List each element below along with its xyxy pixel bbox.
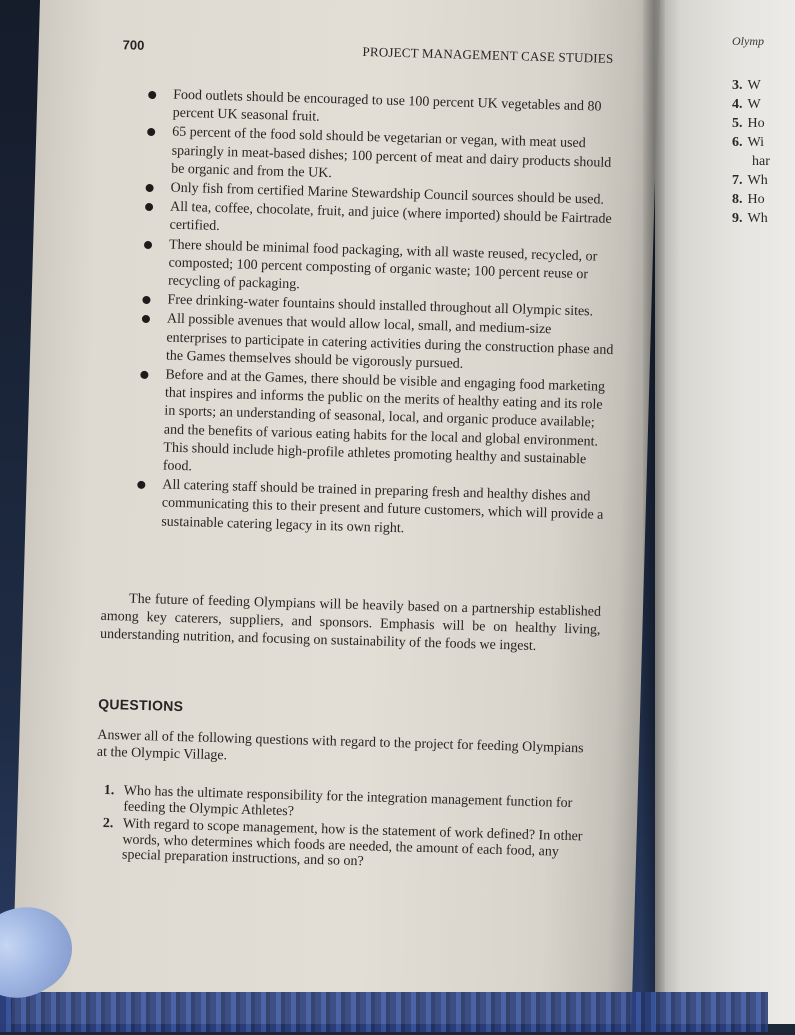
list-item-text: Free drinking-water fountains should installed throughout all Olympic sites.	[167, 292, 594, 320]
list-item-text: There should be minimal food packaging, with all waste reused, recycled, or composted; 100 percent composting of organic waste; 100 percent reuse or recycling of packaging.	[167, 237, 598, 293]
right-question-text: W	[747, 78, 761, 93]
bullet-icon	[148, 91, 156, 99]
bullet-icon	[145, 203, 153, 211]
right-question-item	[732, 152, 770, 171]
right-question-number: 4.	[732, 97, 743, 112]
right-question-number: 8.	[732, 192, 743, 207]
bullet-icon	[146, 184, 154, 192]
bullet-icon	[137, 481, 145, 489]
list-item-text: All tea, coffee, chocolate, fruit, and juice (where imported) should be Fairtrade certified.	[169, 199, 612, 235]
questions-list	[102, 783, 594, 878]
right-question-item	[732, 171, 770, 190]
right-question-item	[732, 190, 770, 209]
right-question-text: har	[752, 154, 770, 169]
running-head: PROJECT MANAGEMENT CASE STUDIES	[362, 43, 614, 66]
right-question-number: 6.	[732, 135, 743, 150]
list-item-text: Before and at the Games, there should be visible and engaging food marketing that inspires and informs the public on the merits of healthy eating and its role in sports; an understanding of seasonal, local, and organic produce available; and the benefits of various eating habits for the local and global environment. This should include high-profile athletes promoting healthy and sustainable food.	[162, 367, 606, 475]
bullet-icon	[147, 128, 155, 136]
right-page-heading: Olymp	[732, 34, 764, 48]
questions-heading: QUESTIONS	[97, 695, 184, 715]
list-item	[133, 366, 614, 489]
right-question-number: 3.	[732, 78, 743, 93]
right-question-item	[732, 76, 770, 95]
right-question-text: W	[747, 97, 761, 112]
list-item-text: All possible avenues that would allow local, small, and medium-size enterprises to participate in catering activities during the construction phase and the Games themselves should be vigorously pursued.	[165, 311, 614, 372]
right-question-text: Wh	[747, 211, 768, 226]
list-item-text: Food outlets should be encouraged to use 100 percent UK vegetables and 80 percent UK seasonal fruit.	[172, 87, 602, 125]
questions-intro: Answer all of the following questions with regard to the project for feeding Olympians at the Olympic Village.	[96, 727, 584, 764]
right-page-question-list	[732, 76, 770, 228]
right-question-number: 9.	[732, 211, 743, 226]
bullet-icon	[144, 240, 152, 248]
requirements-bullet-list	[131, 86, 621, 545]
right-question-item	[732, 209, 770, 228]
bullet-icon	[140, 371, 148, 379]
list-item-text: 65 percent of the food sold should be vegetarian or vegan, with meat used sparingly in meat-based dishes; 100 percent of meat and dairy products should be organic and from the UK.	[170, 125, 612, 181]
right-question-text: Wh	[747, 173, 768, 188]
bullet-icon	[142, 296, 150, 304]
right-question-text: Ho	[747, 192, 765, 207]
question-text: Who has the ultimate responsibility for the integration management function for feeding the Olympic Athletes?	[123, 783, 573, 819]
list-item-text: All catering staff should be trained in preparing fresh and healthy dishes and communicating this to their present and future customers, which will provide a sustainable catering legacy in its own right.	[161, 477, 604, 536]
list-item-text: Only fish from certified Marine Stewardship Council sources should be used.	[170, 180, 605, 208]
page-number: 700	[122, 37, 145, 53]
right-question-text: Wi	[747, 135, 765, 150]
right-question-number: 5.	[732, 116, 743, 131]
question-number: 2.	[102, 815, 114, 832]
body-paragraph: The future of feeding Olympians will be heavily based on a partnership established among key caterers, suppliers, and sponsors. Emphasis will be on healthy living, understanding nutrition, and focusing on sustainability of the foods we ingest.	[99, 591, 602, 654]
right-question-number: 7.	[732, 173, 743, 188]
bullet-icon	[142, 315, 150, 323]
right-question-item	[732, 114, 770, 133]
right-question-text: Ho	[747, 116, 765, 131]
question-number: 1.	[103, 782, 115, 799]
right-question-item	[732, 95, 770, 114]
question-text: With regard to scope management, how is the statement of work defined? In other words, who determines which foods are needed, the amount of each food, any special preparation instructions, and so on?	[121, 816, 583, 870]
right-question-item	[732, 133, 770, 152]
